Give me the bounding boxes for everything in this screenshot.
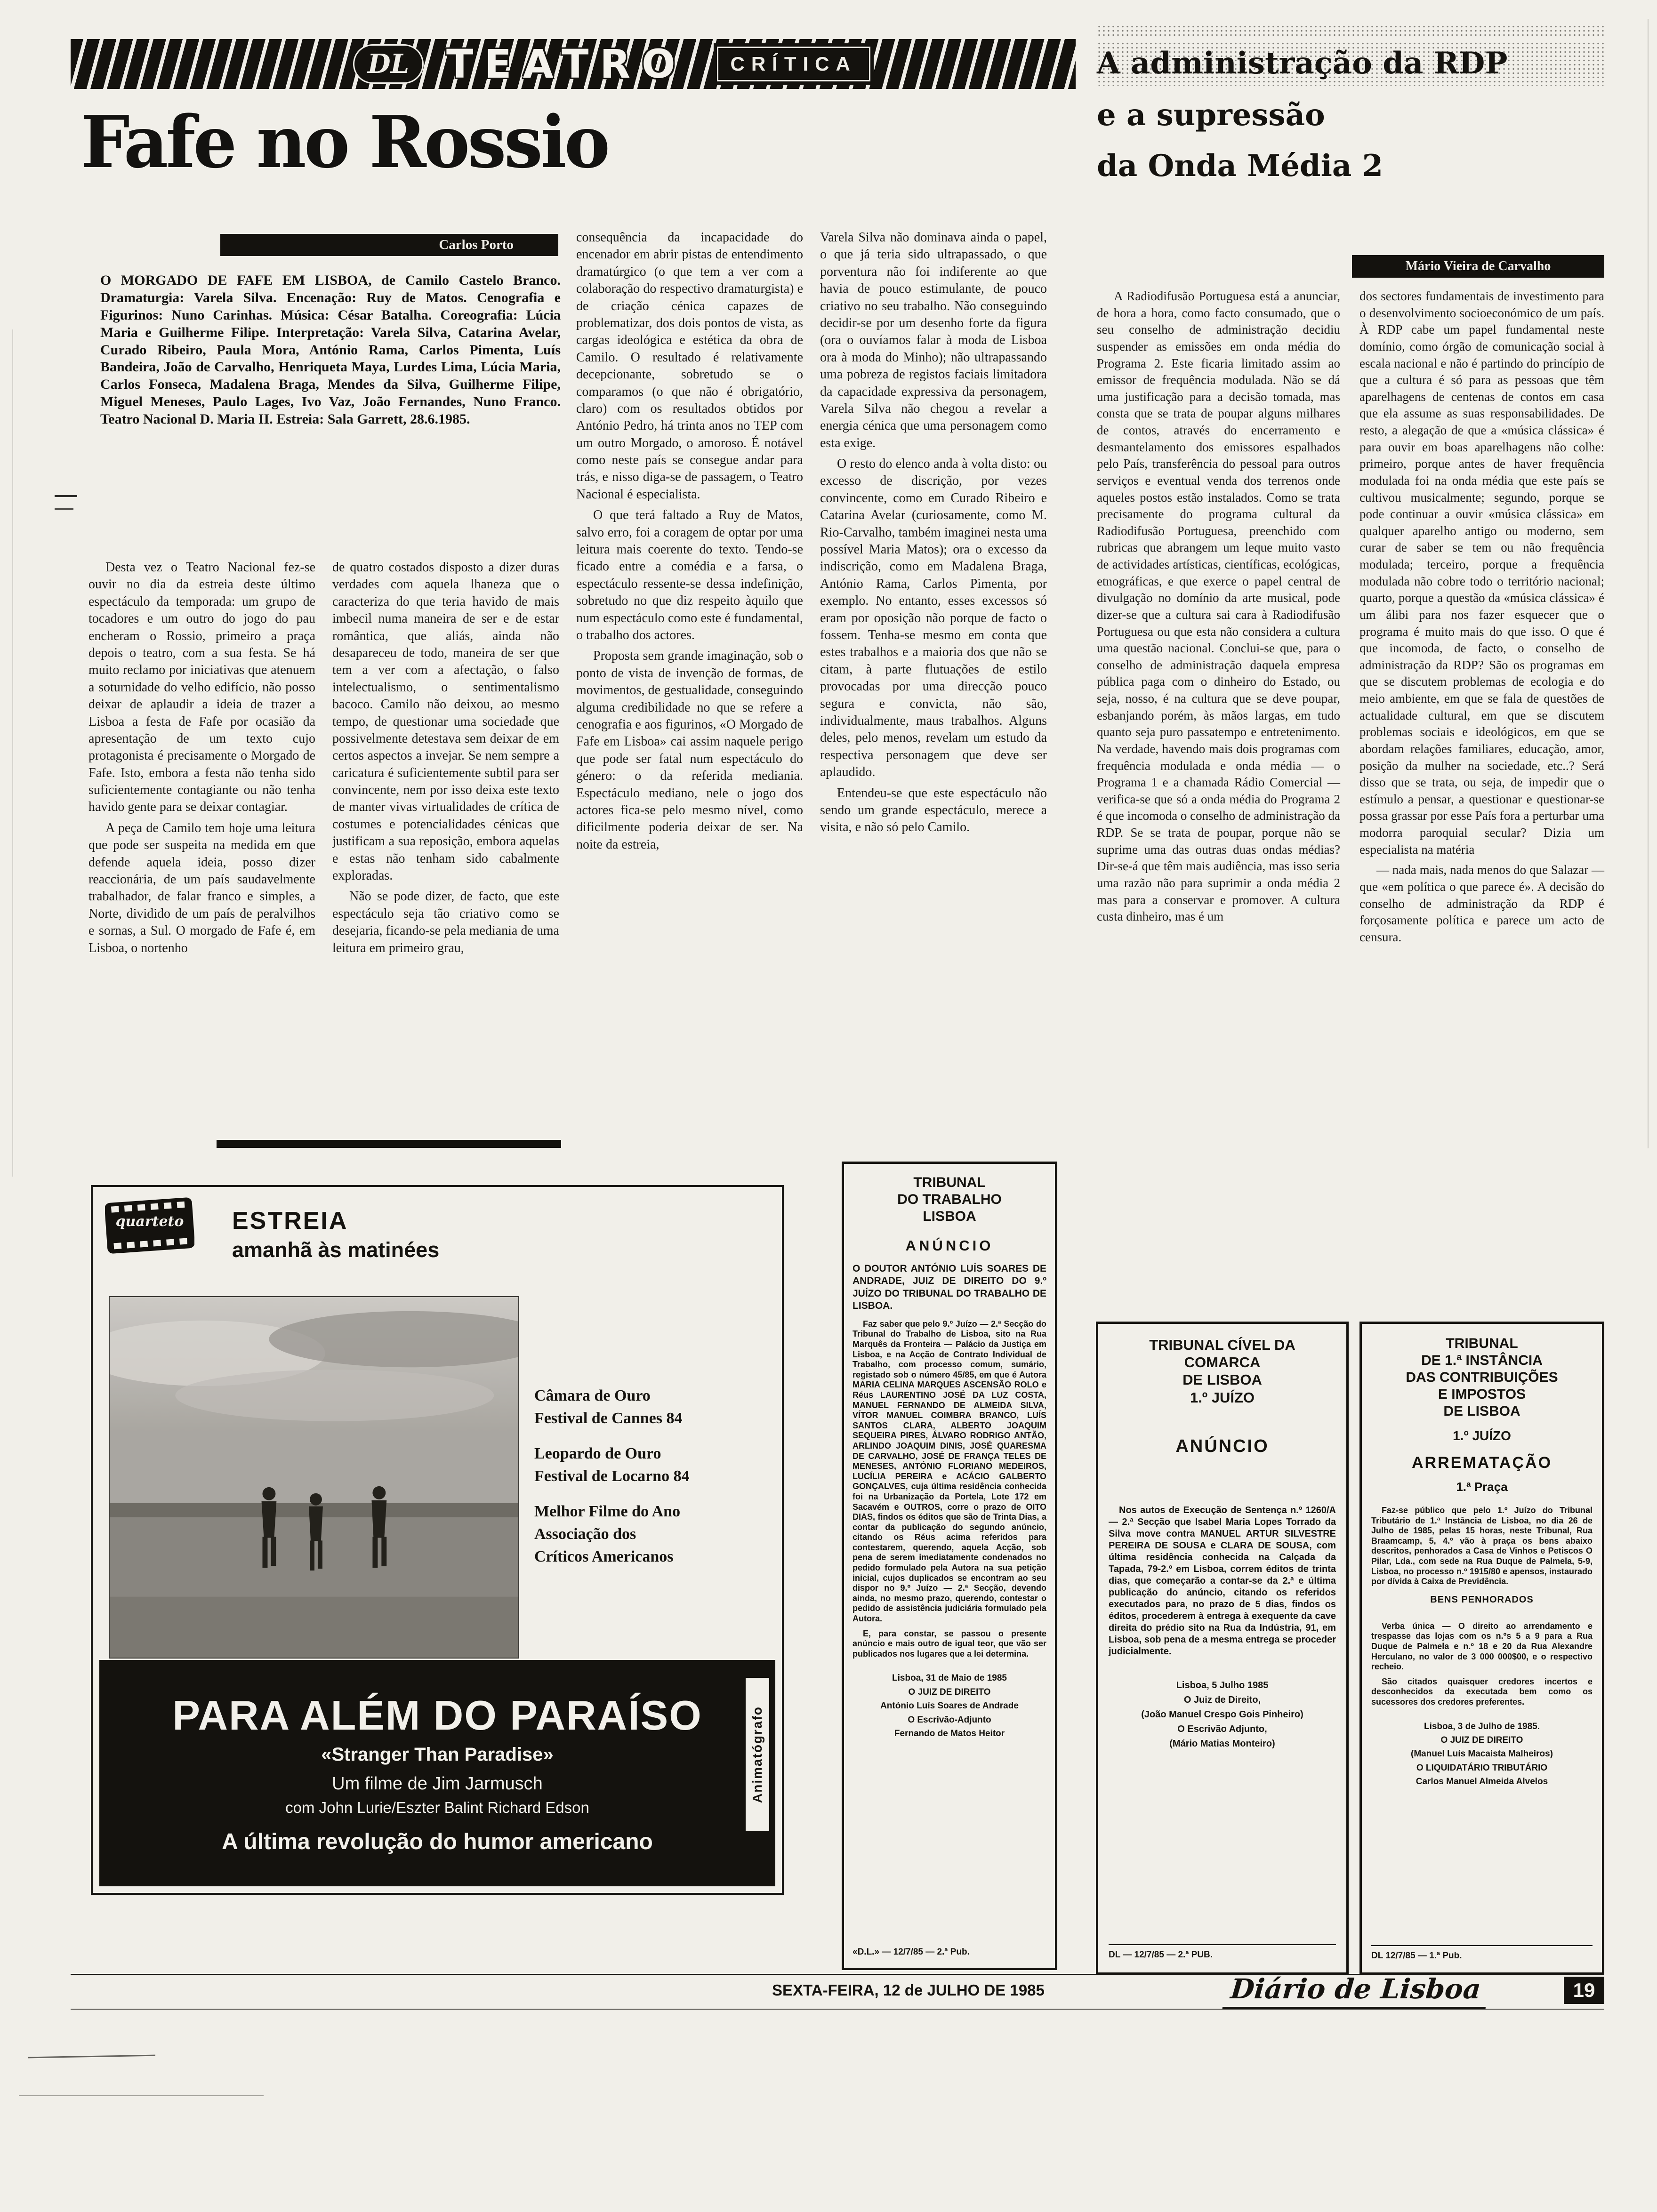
scan-artifact bbox=[28, 2055, 155, 2059]
rdp-byline-bar: Mário Vieira de Carvalho bbox=[1352, 255, 1604, 278]
notice-body: Faz-se público que pelo 1.º Juízo do Tribunal Tributário de 1.ª Instância de Lisboa, no dia 26 de Julho de 1985, pelas 15 horas, neste Tribunal, Rua Braamcamp, 5, 4.º vão à praça os bens abaixo descritos, penhorados a Casa de Vinhos e Petiscos O Pilar, Lda., com sede na Rua Duque de Palmela, 5-9, Lisboa, no processo n.º 1915/80 e apensos, instaurado por dívida à Caixa de Previdência. bbox=[1371, 1506, 1593, 1587]
article-column-1: Desta vez o Teatro Nacional fez-se ouvir no dia da estreia deste último espectáculo da temporada: um grupo de tocadores e um outro do jogo do pau encheram o Rossio, primeiro a praça depois o teatro, com a sua festa. Se há muito reclamo por iniciativas que atenuem a soturnidade do velho edifício, não posso deixar de aplaudir a ideia de trazer a Lisboa a festa de Fafe por ocasião da apresentação de um texto cujo protagonista é precisamente o Morgado de Fafe. Isto, embora a festa não tenha sido suficientemente contagiante ou não tenha havido gente para se deixar contagiar. A peça de Camilo tem hoje uma leitura que pode ser suspeita na medida em que defende aquela ideia, posso dizer reaccionária, de um país saudavelmente trabalhador, de falar franco e simples, a Norte, dividido de um país de peralvilhos e sornas, a Sul. O morgado de Fafe é, em Lisboa, o nortenho bbox=[88, 560, 315, 955]
notice-title: ARREMATAÇÃO bbox=[1411, 1454, 1552, 1472]
critica-badge: CRÍTICA bbox=[717, 47, 870, 81]
notice-tribunal-tributario bbox=[1359, 1322, 1604, 1975]
notice-body: Nos autos de Execução de Sentença n.º 1260/A — 2.ª Secção que Isabel Maria Lopes Torrado da Silva move contra MANUEL ARTUR SILVESTRE PEREIRA DE SOUSA e CLARA DE SOUSA, com última residência conhecida na Calçada da Tapada, 79-2.º em Lisboa, correm éditos de trinta dias, que começarão a contar-se da 2.ª e última publicação do anúncio, citando os referidos executados para, no prazo de 5 dias, findos os éditos, procederem à entrega à exequente da cave direita do prédio sito na Rua da Indústria, 91, em Lisboa, sob pena de a mesma entrega se proceder judicialmente. bbox=[1109, 1505, 1336, 1657]
masthead: Diário de Lisboa bbox=[1223, 1973, 1489, 2009]
halftone-strip bbox=[1097, 24, 1604, 37]
movie-still-photo bbox=[109, 1296, 519, 1659]
scan-artifact bbox=[19, 2095, 264, 2096]
rdp-headline-line2: e a supressão bbox=[1097, 97, 1325, 133]
notice-pub-line: «D.L.» — 12/7/85 — 2.ª Pub. bbox=[853, 1947, 970, 1957]
notice-closing: Lisboa, 31 de Maio de 1985 O JUIZ DE DIREITO António Luís Soares de Andrade O Escrivão-Adjunto Fernando de Matos Heitor bbox=[880, 1673, 1019, 1739]
movie-tagline: A última revolução do humor americano bbox=[222, 1829, 653, 1854]
article-byline-bar: Carlos Porto bbox=[220, 234, 558, 256]
awards-list: Câmara de Ouro Festival de Cannes 84 Leopardo de Ouro Festival de Locarno 84 Melhor Filme do Ano Associação dos Críticos Americanos bbox=[534, 1387, 690, 1565]
notice-pub-line: DL — 12/7/85 — 2.ª PUB. bbox=[1109, 1944, 1336, 1960]
footer-date: SEXTA-FEIRA, 12 de JULHO DE 1985 bbox=[772, 1981, 1045, 1999]
article-column-3: consequência da incapacidade do encenador em abrir pistas de entendimento dramatúrgico (o que tem a ver com a colaboração do respectivo dramaturgista) e de criação cénica capazes de problematizar, dos dois pontos de vista, as cargas ideológica e estética da obra de Camilo. O resultado é relativamente decepcionante, sobretudo se o comparamos (o que não é obrigatório, claro) com os resultados obtidos por António Pedro, há trinta anos no TEP com um outro Morgado, o amoroso. É notável como neste país se consegue andar para trás, e nisso diga-se de passagem, o Teatro Nacional é especialista. O que terá faltado a Ruy de Matos, salvo erro, foi a coragem de optar por uma leitura mais coerente do texto. Tendo-se ficado entre a comédia e a farsa, o espectáculo ressente-se dessa indefinição, sobretudo no que diz respeito àquilo que num espectáculo como este é fundamental, o trabalho dos actores. Proposta sem grande imaginação, sob o ponto de vista de invenção de formas, de movimentos, de gestualidade, conseguindo alguma credibilidade no que se refere a cenografia e aos figurinos, «O Morgado de Fafe em Lisboa» cai assim naquele perigo que pode ser fatal num espectáculo do género: o da referida mediania. Espectáculo mediano, nele o jogo dos actores fica-se pelo mesmo nível, como dificilmente poderia deixar de ser. Na noite da estreia, bbox=[576, 230, 803, 852]
movie-subtitle: «Stranger Than Paradise» bbox=[321, 1744, 554, 1765]
article-credits: O MORGADO DE FAFE EM LISBOA, de Camilo Castelo Branco. Dramaturgia: Varela Silva. Encenação: Ruy de Matos. Cenografia e Figurinos: Nuno Carinhas. Música: César Batalha. Coreografia: Lúcia Maria e Guilherme Filipe. Interpretação: Varela Silva, Catarina Avelar, Curado Ribeiro, Paula Mora, António Rama, Carlos Pimenta, Luís Bandeira, João de Carvalho, Henriqueta Maya, Lurdes Lima, Lúcia Maria, Carlos Fonseca, Madalena Braga, Mendes da Silva, Guilherme Filipe, Miguel Meneses, Paulo Lages, Ivo Vaz, João Fernandes, Nuno Franco. Teatro Nacional D. Maria II. Estreia: Sala Garrett, 28.6.1985. bbox=[100, 272, 561, 427]
footer-rule-bottom bbox=[71, 2009, 1604, 2010]
notice-title: ANÚNCIO bbox=[905, 1237, 994, 1254]
notice-pub-line: DL 12/7/85 — 1.ª Pub. bbox=[1371, 1945, 1593, 1961]
notice-subtitle: 1.ª Praça bbox=[1456, 1480, 1508, 1494]
notice-intro: O DOUTOR ANTÓNIO LUÍS SOARES DE ANDRADE, JUIZ DE DIREITO DO 9.º JUÍZO DO TRIBUNAL DO TRABALHO DE LISBOA. bbox=[853, 1263, 1046, 1312]
article-end-rule bbox=[217, 1140, 561, 1148]
notice-body: Faz saber que pelo 9.º Juízo — 2.ª Secção do Tribunal do Trabalho de Lisboa, sito na Rua Marquês da Fronteira — Palácio da Justiça em Lisboa, e na Acção de Contrato Individual de Trabalho, com processo comum, sumário, registado sob o número 45/85, em que é Autora MARIA CELINA MARQUES ASCENSÃO ROLO e Réus LAURENTINO JOSÉ DA LUZ COSTA, MANUEL FERNANDO DE ALMEIDA SILVA, VÍTOR MANUEL COIMBRA BRANCO, LUÍS SANTOS CLARA, ALBERTO JOAQUIM SEQUEIRA PIRES, ÁLVARO RODRIGO ANTÃO, ARLINDO JOAQUIM DINIS, JOSÉ QUARESMA DE CARVALHO, JOSÉ DE FRANÇA TELES DE MENESES, ANTÓNIO FLORIANO MEDEIROS, LUCÍLIA PEREIRA e ACÁCIO GALBERTO GONÇALVES, cuja última residência conhecida foi na Urbanização da Portela, Lote 172 em Sacavém e OUTROS, corre o prazo de OITO DIAS, findos os éditos que são de Trinta Dias, a contar da publicação do segundo anúncio, citando os Réus acima referidos para contestarem, querendo, aquela Acção, sob pena de serem imediatamente condenados no pedido formulado pela Autora na sua petição inicial, cujos duplicados se encontram ao seu dispor no 9.º Juízo — 2.ª Secção, devendo ainda, no mesmo prazo, querendo, contestar o pedido de assistência judiciária formulado pela Autora. E, para constar, se passou o presente anúncio e mais outro de igual teor, que vão ser publicados nos lugares que a lei determina. bbox=[853, 1319, 1046, 1659]
rdp-headline-line3: da Onda Média 2 bbox=[1097, 148, 1384, 184]
notice-body-2: Verba única — O direito ao arrendamento e trespasse das lojas com os n.ºs 5 a 9 para a Rua Duque de Palmela e n.º 18 e 20 da Rua Alexandre Herculano, no valor de 3 000 000$00, e o respectivo recheio. São citados quaisquer credores incertos e desconhecidos da executada bem como os sucessores dos credores preferentes. bbox=[1371, 1621, 1593, 1707]
rdp-headline-line1: A administração da RDP bbox=[1097, 41, 1604, 86]
movie-ad-black-band bbox=[99, 1660, 775, 1886]
page-number-badge: 19 bbox=[1564, 1977, 1604, 2004]
premiere-line2: amanhã às matinées bbox=[232, 1238, 440, 1262]
scan-artifact bbox=[12, 329, 13, 1177]
section-banner bbox=[71, 39, 1076, 89]
cinema-logo bbox=[105, 1197, 205, 1277]
notice-closing: Lisboa, 5 Julho 1985 O Juiz de Direito, (João Manuel Crespo Gois Pinheiro) O Escrivão Adjunto, (Mário Matias Monteiro) bbox=[1141, 1680, 1303, 1749]
rdp-column-2: dos sectores fundamentais de investimento para o desenvolvimento socioeconómico de um país. À RDP cabe um papel fundamental neste domínio, como órgão de comunicação social à escala nacional e não é partindo do princípio de que a cultura é só para as pessoas que têm aparelhagens de centenas de contos em casa que ela assume as suas responsabilidades. De resto, a alegação de que a «música clássica» é para ouvir em boas aparelhagens não colhe: primeiro, porque antes de haver frequência modulada foi na onda média que este país se cultivou musicalmente; segundo, porque se pode continuar a ouvir «música clássica» em qualquer aparelho antigo ou moderno, sem curar de saber se tem ou não frequência modulada; terceiro, porque a frequência modulada não cobre todo o território nacional; quarto, porque a questão da «música clássica» é um álibi para nos fazer esquecer que o programa é muito mais do que isso. O que é que incomoda, de facto, o conselho de administração da RDP? São os programas em que se discutem problemas de ecologia e do meio ambiente, em que se fala de questões de actualidade cultural, em que se discutem problemas sociais e ideológicos, em que se abordam relações familiares, educação, amor, posição da mulher na sociedade, etc..? Será disso que se trata, ou seja, de impedir que o estímulo a pensar, a questionar e questionar-se possa grassar por esse País fora a perturbar uma modorra paroquial secular? Dizia um especialista na matéria — nada mais, nada menos do que Salazar — que «em política o que parece é». A decisão do conselho de administração da RDP é forçosamente política e parece um acto de censura. bbox=[1359, 289, 1604, 944]
notice-header: TRIBUNAL CÍVEL DA COMARCA DE LISBOA 1.º JUÍZO bbox=[1149, 1337, 1295, 1406]
scan-artifact bbox=[55, 508, 73, 510]
article-column-4: Varela Silva não dominava ainda o papel, o que já teria sido ultrapassado, o que porventura não foi indiferente ao que havia de pouco estimulante, de pouco criativo no seu trabalho. Não conseguindo decidir-se por um desenho forte da figura (ora o ouvíamos falar à moda de Lisboa ora à moda do Minho); não ultrapassando uma pobreza de registos faciais limitadora da capacidade expressiva da personagem, Varela Silva não chegou a revelar a energia cénica que uma personagem como esta exige. O resto do elenco anda à volta disto: ou excesso de discrição, por vezes convincente, como em Curado Ribeiro e Catarina Avelar (curiosamente, como M. Rio-Carvalho, também imaginei nesta uma possível Maria Matos); ora o excesso da indiscrição, como em Madalena Braga, António Rama, Carlos Pimenta, por exemplo. No entanto, esses excessos só eram por oposição não porque de facto o fossem. Tenha-se mesmo em conta que estes trabalhos e a maioria dos que não se citam, à parte flutuações de estilo provocadas por uma direcção pouco segura e convicta, não são, individualmente, maus trabalhos. Alguns deles, pelo menos, revelam um estudo da respectiva personagem que deve ser aplaudido. Entendeu-se que este espectáculo não sendo um grande espectáculo, merece a visita, e não só pelo Camilo. bbox=[820, 230, 1047, 835]
notice-closing: Lisboa, 3 de Julho de 1985. O JUIZ DE DIREITO (Manuel Luís Macaista Malheiros) O LIQUIDATÁRIO TRIBUTÁRIO Carlos Manuel Almeida Alvelos bbox=[1411, 1721, 1553, 1787]
article-column-2: de quatro costados disposto a dizer duras verdades com aquela lhaneza que o caracteriza do que teria havido de mais imbecil numa maneira de ser e de estar romântica, que aliás, ainda não desapareceu de todo, maneira de ser que tem a ver com a afectação, o falso intelectualismo, o sentimentalismo bacoco. Camilo não deixou, ao mesmo tempo, de questionar uma sociedade que possivelmente detestava sem deixar de em certos aspectos a invejar. Se nem sempre a caricatura é suficientemente subtil para ser convincente, nem por isso deixa este texto de manter vivas virtualidades de crítica de costumes e potencialidades cénicas que justificam a sua reposição, embora aquelas e estas não tenham sido cabalmente exploradas. Não se pode dizer, de facto, que este espectáculo seja tão criativo como se desejaria, ficando-se pela mediania de uma leitura em primeiro grau, bbox=[332, 560, 559, 955]
premiere-note bbox=[232, 1207, 439, 1262]
banner-stripes bbox=[71, 39, 353, 89]
cinema-name: quarteto bbox=[115, 1213, 184, 1230]
movie-title: PARA ALÉM DO PARAÍSO bbox=[172, 1692, 702, 1739]
rdp-column-1: A Radiodifusão Portuguesa está a anunciar, de hora a hora, como facto consumado, que o seu conselho de administração decidiu suspender as emissões em onda média do Programa 2. Este ficaria limitado assim ao emissor de frequência modulada. Não se dá uma justificação para a decisão tomada, mas consta que se trata de poupar alguns milhares de contos, através do encerramento e desmantelamento dos emissores espalhados pelo País, transferência do pessoal para outros serviços e eventual venda dos terrenos onde aqueles postos estão instalados. Como se trata precisamente do programa cultural da Radiodifusão Portuguesa, preenchido com rubricas que abrangem um leque muito vasto de actividades artísticas, científicas, ecológicas, etnográficas, e que exerce o papel central de divulgação no domínio da arte musical, pode dizer-se que a cultura sai cara à Radiodifusão Portuguesa ou que esta não considera a cultura uma questão nacional. Conclui-se que, para o conselho de administração daquela empresa pública paga com o dinheiro do Estado, ou seja, nosso, é na cultura que se deve poupar, esbanjando porém, às mãos largas, em tudo quanto seja puro passatempo e entretenimento. Na verdade, havendo mais dois programas com frequência modulada e onda média — o Programa 1 e a chamada Rádio Comercial — verifica-se que só a onda média do Programa 2 é que incomoda o conselho de administração da RDP. Se se trata de poupar, porque não se suprime uma das outras duas ondas médias? Dir-se-á que têm mais audiência, mas isso seria uma razão não para suprimir a onda média 2 mas para a conservar e promover. A cultura custa dinheiro, mas é um bbox=[1097, 289, 1340, 924]
scan-artifact bbox=[1648, 19, 1649, 1148]
notice-header: TRIBUNAL DE 1.ª INSTÂNCIA DAS CONTRIBUIÇÕES E IMPOSTOS DE LISBOA bbox=[1406, 1336, 1558, 1419]
notice-tribunal-civel bbox=[1096, 1322, 1349, 1975]
distributor-label: Animatógrafo bbox=[744, 1676, 771, 1833]
article-title: Fafe no Rossio bbox=[81, 100, 608, 184]
notice-section-heading: BENS PENHORADOS bbox=[1430, 1594, 1534, 1605]
notice-juizo: 1.º JUÍZO bbox=[1453, 1428, 1511, 1443]
movie-ad bbox=[91, 1185, 784, 1895]
dl-logo: DL bbox=[353, 44, 424, 84]
director-credit: Um filme de Jim Jarmusch bbox=[332, 1774, 543, 1794]
notice-header: TRIBUNAL DO TRABALHO LISBOA bbox=[897, 1175, 1002, 1224]
premiere-line1: ESTREIA bbox=[232, 1207, 348, 1234]
notice-tribunal-trabalho bbox=[842, 1162, 1057, 1970]
scan-artifact bbox=[55, 495, 77, 497]
cast-credit: com John Lurie/Eszter Balint Richard Edson bbox=[285, 1799, 589, 1816]
section-title: TEATRO bbox=[446, 41, 687, 87]
notice-title: ANÚNCIO bbox=[1175, 1436, 1269, 1456]
